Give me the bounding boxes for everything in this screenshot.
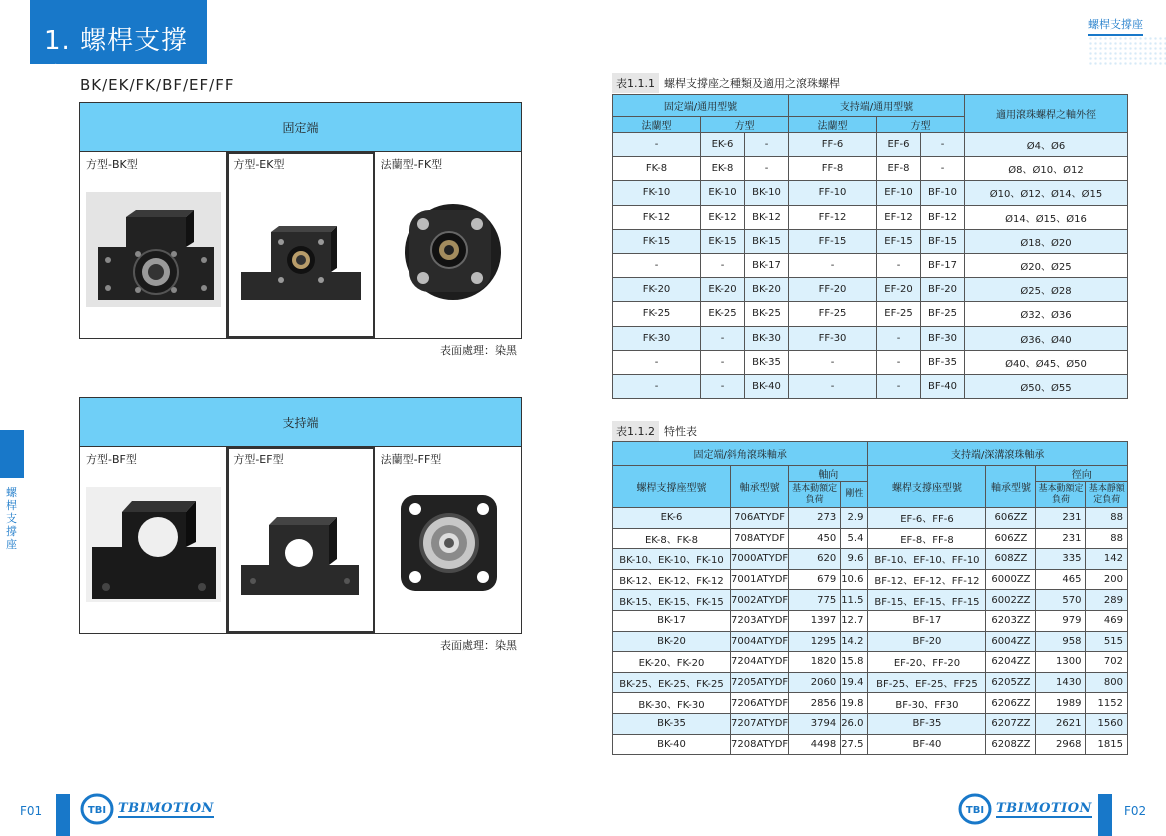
table-cell: 702: [1086, 652, 1128, 673]
table-cell: 231: [1036, 528, 1086, 549]
table-cell: 335: [1036, 549, 1086, 570]
table-cell: -: [701, 253, 745, 277]
table-cell: BK-10、EK-10、FK-10: [613, 549, 731, 570]
table-row: [613, 326, 1128, 350]
table-cell: BK-25: [745, 302, 789, 326]
table-cell: 620: [789, 549, 841, 570]
table-cell: BK-40: [745, 374, 789, 398]
table-cell: BF-17: [868, 610, 986, 631]
header-dynamic-load: 基本動額定負荷: [1036, 482, 1086, 508]
header-square: 方型: [877, 117, 965, 133]
header-radial: 徑向: [1036, 466, 1128, 482]
table-cell: 1430: [1036, 672, 1086, 693]
table-cell: 7207ATYDF: [731, 713, 789, 734]
header-bearing: 軸承型號: [731, 466, 789, 508]
product-label: 方型-EK型: [233, 158, 285, 171]
product-ek: [227, 152, 374, 338]
table-cell: 6207ZZ: [986, 713, 1036, 734]
table-cell: -: [613, 253, 701, 277]
table-cell: 2621: [1036, 713, 1086, 734]
table-cell: -: [701, 374, 745, 398]
product-label: 方型-BF型: [86, 453, 137, 466]
table-cell: BK-35: [613, 713, 731, 734]
table-cell: BF-25: [921, 302, 965, 326]
table-cell: -: [921, 157, 965, 181]
table-cell: FK-30: [613, 326, 701, 350]
table-cell: -: [789, 350, 877, 374]
table-row: [613, 631, 1128, 652]
table-cell: 979: [1036, 610, 1086, 631]
table-cell: FF-8: [789, 157, 877, 181]
table-cell: 2968: [1036, 734, 1086, 755]
header-fixed-bearing: 固定端/斜角滾珠軸承: [613, 442, 868, 466]
ek-block-image: [233, 192, 368, 307]
fixed-surface-note: 表面處理：染黑: [440, 344, 517, 357]
table-cell: 608ZZ: [986, 549, 1036, 570]
table-cell: 142: [1086, 549, 1128, 570]
header-model: 螺桿支撐座型號: [613, 466, 731, 508]
table-cell: BK-20: [745, 278, 789, 302]
table-cell: -: [877, 253, 921, 277]
brand-logo-right: [958, 793, 1092, 825]
table-cell: 606ZZ: [986, 528, 1036, 549]
table-cell: Ø25、Ø28: [965, 278, 1128, 302]
table-cell: EK-8: [701, 157, 745, 181]
table-row: [613, 205, 1128, 229]
table-cell: 7001ATYDF: [731, 569, 789, 590]
table-cell: 1300: [1036, 652, 1086, 673]
table-cell: EF-6: [877, 133, 921, 157]
table-cell: 708ATYDF: [731, 528, 789, 549]
product-label: 方型-EF型: [233, 453, 284, 466]
header-rigidity: 剛性: [841, 482, 868, 508]
table-cell: BK-40: [613, 734, 731, 755]
table-cell: 5.4: [841, 528, 868, 549]
table-cell: BF-20: [921, 278, 965, 302]
table-cell: 26.0: [841, 713, 868, 734]
table-cell: 1989: [1036, 693, 1086, 714]
table-cell: 1815: [1086, 734, 1128, 755]
product-ff: [375, 447, 521, 633]
table-cell: 6203ZZ: [986, 610, 1036, 631]
table-cell: BF-35: [868, 713, 986, 734]
table-cell: BK-17: [613, 610, 731, 631]
product-label: 法蘭型-FF型: [380, 453, 442, 466]
table1-caption: [612, 73, 840, 93]
fixed-end-header: 固定端: [80, 103, 521, 152]
table-cell: BF-30、FF30: [868, 693, 986, 714]
table-cell: FF-10: [789, 181, 877, 205]
header-model: 螺桿支撐座型號: [868, 466, 986, 508]
header-square: 方型: [701, 117, 789, 133]
table-cell: FK-12: [613, 205, 701, 229]
table-row: [613, 569, 1128, 590]
table-cell: 6206ZZ: [986, 693, 1036, 714]
table-cell: 231: [1036, 508, 1086, 529]
table-cell: -: [745, 157, 789, 181]
table-cell: BF-35: [921, 350, 965, 374]
table-cell: Ø4、Ø6: [965, 133, 1128, 157]
table-cell: EK-20、FK-20: [613, 652, 731, 673]
product-bf: [80, 447, 227, 633]
table2-caption: [612, 421, 697, 441]
table-cell: 7205ATYDF: [731, 672, 789, 693]
table-row: [613, 508, 1128, 529]
support-end-header: 支持端: [80, 398, 521, 447]
table-cell: EK-10: [701, 181, 745, 205]
table-cell: FF-6: [789, 133, 877, 157]
table-row: [613, 672, 1128, 693]
table-cell: EF-20、FF-20: [868, 652, 986, 673]
ff-flange-image: [381, 487, 516, 602]
table-cell: -: [789, 374, 877, 398]
table-cell: 88: [1086, 528, 1128, 549]
table-cell: EF-8、FF-8: [868, 528, 986, 549]
table-row: [613, 549, 1128, 570]
product-label: 方型-BK型: [86, 158, 138, 171]
table-cell: 27.5: [841, 734, 868, 755]
table-cell: 7208ATYDF: [731, 734, 789, 755]
table-cell: 2.9: [841, 508, 868, 529]
table-cell: EK-12: [701, 205, 745, 229]
table-cell: 515: [1086, 631, 1128, 652]
table-cell: BK-15: [745, 229, 789, 253]
table-cell: 6002ZZ: [986, 590, 1036, 611]
table-cell: EK-15: [701, 229, 745, 253]
table-cell: BK-12、EK-12、FK-12: [613, 569, 731, 590]
table-cell: Ø14、Ø15、Ø16: [965, 205, 1128, 229]
table-cell: 469: [1086, 610, 1128, 631]
table-cell: Ø20、Ø25: [965, 253, 1128, 277]
table2-title: 特性表: [664, 425, 697, 438]
header-fixed-group: 固定端/通用型號: [613, 95, 789, 117]
page-title: 1. 螺桿支撐座: [30, 0, 207, 64]
tbi-logo-icon: [80, 793, 114, 825]
table-cell: 7204ATYDF: [731, 652, 789, 673]
table-cell: EF-15: [877, 229, 921, 253]
product-ef: [227, 447, 374, 633]
table-cell: FF-15: [789, 229, 877, 253]
table-cell: 679: [789, 569, 841, 590]
table-cell: EK-20: [701, 278, 745, 302]
table-cell: BF-15: [921, 229, 965, 253]
table-cell: 7206ATYDF: [731, 693, 789, 714]
table-cell: Ø32、Ø36: [965, 302, 1128, 326]
table2-number: 表1.1.2: [612, 421, 659, 441]
table-cell: 2856: [789, 693, 841, 714]
table-cell: 7004ATYDF: [731, 631, 789, 652]
table-row: [613, 302, 1128, 326]
table-cell: 7002ATYDF: [731, 590, 789, 611]
page-number-left: F01: [20, 804, 43, 818]
series-heading: BK/EK/FK/BF/EF/FF: [80, 76, 235, 94]
table-cell: EF-6、FF-6: [868, 508, 986, 529]
table-cell: 1820: [789, 652, 841, 673]
table-cell: EF-25: [877, 302, 921, 326]
table-cell: 289: [1086, 590, 1128, 611]
table-cell: -: [877, 350, 921, 374]
brand-name: TBIMOTION: [996, 800, 1092, 816]
product-label: 法蘭型-FK型: [380, 158, 443, 171]
table-cell: 15.8: [841, 652, 868, 673]
table-row: [613, 713, 1128, 734]
tbi-logo-icon: [958, 793, 992, 825]
table-cell: Ø18、Ø20: [965, 229, 1128, 253]
table-cell: EF-8: [877, 157, 921, 181]
table-cell: FK-8: [613, 157, 701, 181]
table-cell: Ø50、Ø55: [965, 374, 1128, 398]
table-row: [613, 374, 1128, 398]
table-cell: BF-30: [921, 326, 965, 350]
table-cell: 10.6: [841, 569, 868, 590]
table-cell: 19.4: [841, 672, 868, 693]
support-surface-note: 表面處理：染黑: [440, 639, 517, 652]
section-side-tab: [0, 430, 24, 478]
table-row: [613, 652, 1128, 673]
header-bearing: 軸承型號: [986, 466, 1036, 508]
table-cell: FK-10: [613, 181, 701, 205]
table-cell: Ø8、Ø10、Ø12: [965, 157, 1128, 181]
brand-name: TBIMOTION: [118, 800, 214, 816]
table-row: [613, 350, 1128, 374]
table-cell: EK-6: [613, 508, 731, 529]
table-cell: EK-6: [701, 133, 745, 157]
table-cell: 6205ZZ: [986, 672, 1036, 693]
dot-pattern: [1088, 36, 1166, 66]
table-cell: BK-15、EK-15、FK-15: [613, 590, 731, 611]
table-cell: -: [789, 253, 877, 277]
table-cell: FF-12: [789, 205, 877, 229]
table-cell: 1295: [789, 631, 841, 652]
table-cell: Ø36、Ø40: [965, 326, 1128, 350]
table-cell: 6000ZZ: [986, 569, 1036, 590]
footer-bar-right: [1098, 794, 1112, 836]
header-axial: 軸向: [789, 466, 868, 482]
table-cell: -: [613, 350, 701, 374]
table-cell: FF-25: [789, 302, 877, 326]
table-cell: BF-12: [921, 205, 965, 229]
table-row: [613, 133, 1128, 157]
header-static-load: 基本靜額定負荷: [1086, 482, 1128, 508]
table-cell: BF-10: [921, 181, 965, 205]
table-cell: 958: [1036, 631, 1086, 652]
ef-block-image: [233, 487, 368, 602]
table-cell: -: [613, 374, 701, 398]
table-cell: BF-17: [921, 253, 965, 277]
table-cell: BK-30、FK-30: [613, 693, 731, 714]
table-cell: 4498: [789, 734, 841, 755]
table-row: [613, 734, 1128, 755]
table-row: [613, 157, 1128, 181]
section-label: 螺桿支撐座: [1088, 16, 1143, 36]
table-cell: FF-20: [789, 278, 877, 302]
table-cell: Ø40、Ø45、Ø50: [965, 350, 1128, 374]
table-row: [613, 181, 1128, 205]
table-cell: BK-17: [745, 253, 789, 277]
page-number-right: F02: [1124, 804, 1147, 818]
table-cell: 19.8: [841, 693, 868, 714]
table-cell: -: [877, 326, 921, 350]
table-cell: FK-15: [613, 229, 701, 253]
table-cell: -: [921, 133, 965, 157]
table-cell: 2060: [789, 672, 841, 693]
table-row: [613, 253, 1128, 277]
table-cell: 11.5: [841, 590, 868, 611]
table-cell: EF-20: [877, 278, 921, 302]
table-cell: -: [701, 350, 745, 374]
table-cell: -: [613, 133, 701, 157]
table-cell: EF-10: [877, 181, 921, 205]
table-cell: BF-15、EF-15、FF-15: [868, 590, 986, 611]
footer-bar-left: [56, 794, 70, 836]
header-flange: 法蘭型: [613, 117, 701, 133]
table-cell: -: [745, 133, 789, 157]
table-cell: EK-8、FK-8: [613, 528, 731, 549]
table-cell: 465: [1036, 569, 1086, 590]
table-cell: BK-35: [745, 350, 789, 374]
table-row: [613, 693, 1128, 714]
table-cell: BK-10: [745, 181, 789, 205]
table-cell: -: [877, 374, 921, 398]
product-bk: [80, 152, 227, 338]
svg-text:TBI: TBI: [965, 805, 985, 816]
table-cell: 12.7: [841, 610, 868, 631]
table-cell: 7203ATYDF: [731, 610, 789, 631]
table-cell: 570: [1036, 590, 1086, 611]
table-cell: 1560: [1086, 713, 1128, 734]
table-cell: 706ATYDF: [731, 508, 789, 529]
table-cell: 606ZZ: [986, 508, 1036, 529]
side-section-label: 螺桿支撐座: [6, 486, 17, 551]
table-cell: BF-25、EF-25、FF25: [868, 672, 986, 693]
table-characteristics: [612, 441, 1128, 755]
table-cell: BK-25、EK-25、FK-25: [613, 672, 731, 693]
table-cell: FK-25: [613, 302, 701, 326]
table-cell: 7000ATYDF: [731, 549, 789, 570]
table-cell: BF-20: [868, 631, 986, 652]
table1-title: 螺桿支撐座之種類及適用之滾珠螺桿: [664, 77, 840, 90]
header-support-bearing: 支持端/深溝滾珠軸承: [868, 442, 1128, 466]
table-cell: 6208ZZ: [986, 734, 1036, 755]
header-flange: 法蘭型: [789, 117, 877, 133]
fk-flange-image: [381, 192, 516, 307]
table-row: [613, 590, 1128, 611]
table-cell: BK-12: [745, 205, 789, 229]
table-cell: 6204ZZ: [986, 652, 1036, 673]
support-end-box: [79, 397, 522, 634]
bf-block-image: [86, 487, 221, 602]
svg-text:TBI: TBI: [87, 805, 107, 816]
table-row: [613, 610, 1128, 631]
table-cell: 1152: [1086, 693, 1128, 714]
table-cell: EK-25: [701, 302, 745, 326]
table-cell: 273: [789, 508, 841, 529]
table-row: [613, 528, 1128, 549]
table-cell: BK-20: [613, 631, 731, 652]
table-cell: BF-10、EF-10、FF-10: [868, 549, 986, 570]
fixed-end-box: [79, 102, 522, 339]
table-cell: 775: [789, 590, 841, 611]
table-cell: Ø10、Ø12、Ø14、Ø15: [965, 181, 1128, 205]
table-cell: 200: [1086, 569, 1128, 590]
product-fk: [375, 152, 521, 338]
table-cell: EF-12: [877, 205, 921, 229]
header-support-group: 支持端/通用型號: [789, 95, 965, 117]
brand-logo-left: [80, 793, 214, 825]
table-cell: 6004ZZ: [986, 631, 1036, 652]
table-support-types: [612, 94, 1128, 399]
table1-number: 表1.1.1: [612, 73, 659, 93]
table-cell: 800: [1086, 672, 1128, 693]
table-cell: 9.6: [841, 549, 868, 570]
table-cell: 14.2: [841, 631, 868, 652]
table-cell: 88: [1086, 508, 1128, 529]
table-cell: BK-30: [745, 326, 789, 350]
table-cell: -: [701, 326, 745, 350]
table-cell: 450: [789, 528, 841, 549]
table-cell: 1397: [789, 610, 841, 631]
header-dynamic-load: 基本動額定負荷: [789, 482, 841, 508]
table-cell: BF-40: [921, 374, 965, 398]
table-cell: FF-30: [789, 326, 877, 350]
bk-block-image: [86, 192, 221, 307]
header-shaft-diameter: 適用滾珠螺桿之軸外徑: [965, 95, 1128, 133]
table-cell: 3794: [789, 713, 841, 734]
table-row: [613, 278, 1128, 302]
table-cell: BF-12、EF-12、FF-12: [868, 569, 986, 590]
table-row: [613, 229, 1128, 253]
table-cell: FK-20: [613, 278, 701, 302]
table-cell: BF-40: [868, 734, 986, 755]
